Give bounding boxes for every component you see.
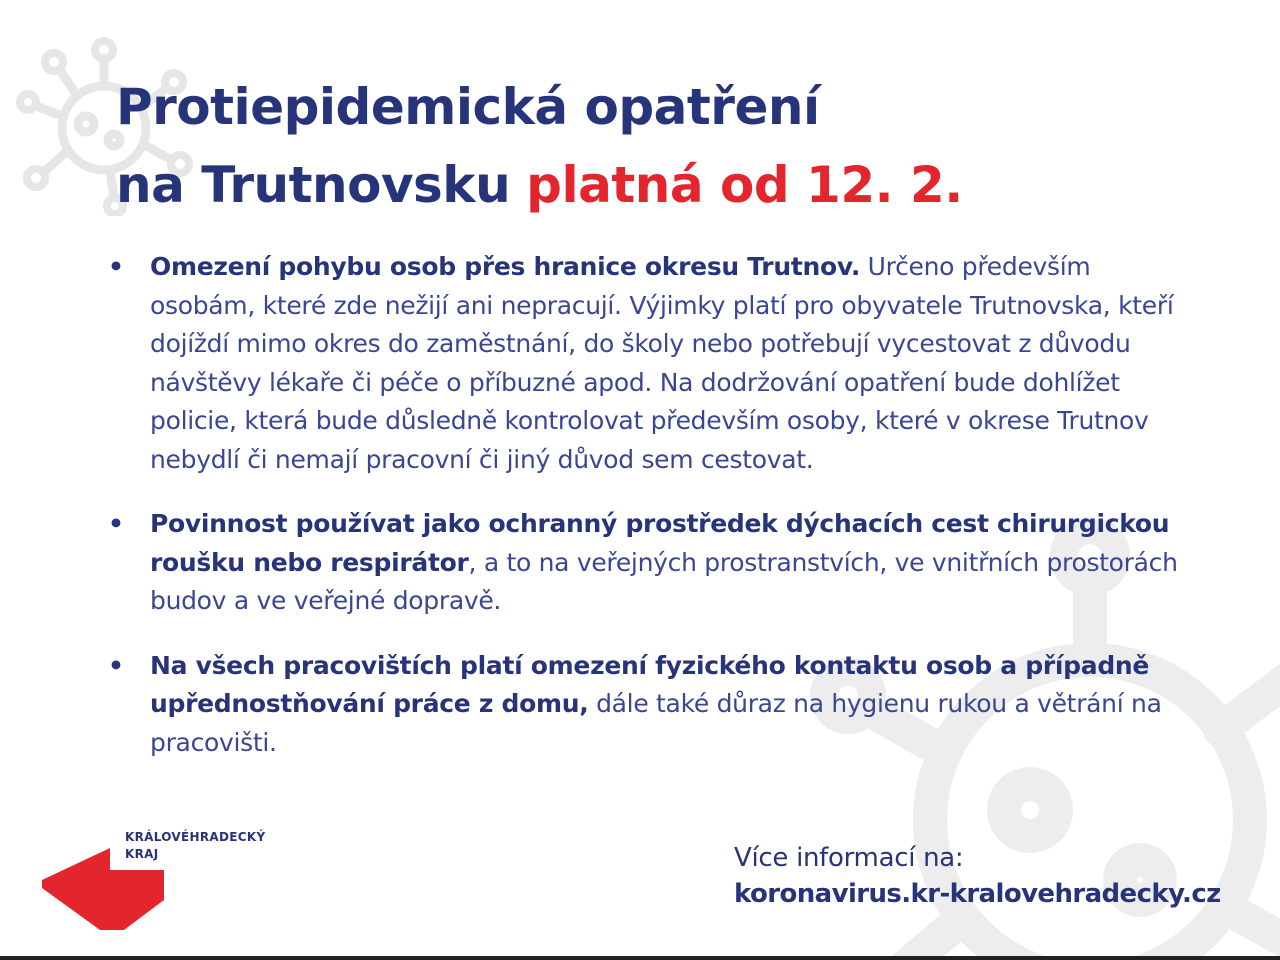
list-item-text: dále také důraz na hygienu rukou a větrání na pracovišti. [150,689,1162,757]
title-line-1: Protiepidemická opatření [116,78,820,136]
measures-list [108,248,1188,788]
title-line-2 [116,146,963,224]
region-logo-text [125,829,265,863]
bullet-marker: • [108,252,124,281]
list-item [108,647,1188,763]
page-title [116,68,963,224]
bullet-marker: • [108,509,124,538]
more-info-label: Více informací na: [734,843,964,873]
bottom-border [0,956,1280,960]
title-validity: platná od 12. 2. [526,156,963,214]
more-info [734,840,1221,912]
list-item-text: Určeno především osobám, které zde nežijí ani nepracují. Výjimky platí pro obyvatele Trutnovska, kteří dojíždí mimo okres do zaměstnání, do školy nebo potřebují vycestovat z důvodu návštěvy lékaře či péče o příbuzné apod. Na dodržování opatření bude dohlížet policie, která bude důsledně kontrolovat především osoby, které v okrese Trutnov nebydlí či nemají pracovní či jiný důvod sem cestovat. [150,252,1174,474]
list-item-text: , a to na veřejných prostranstvích, ve vnitřních prostorách budov a ve veřejné dopravě. [150,547,1178,615]
list-item-heading: Na všech pracovištích platí omezení fyzického kontaktu osob a případně upřednostňování práce z domu, [150,650,1150,718]
logo-text-line-2: KRAJ [125,847,159,861]
list-item-heading: Omezení pohybu osob přes hranice okresu Trutnov. [150,252,861,281]
more-info-link[interactable]: koronavirus.kr-kralovehradecky.cz [734,879,1221,909]
title-region: na Trutnovsku [116,156,511,214]
logo-text-line-1: KRÁLOVÉHRADECKÝ [125,830,266,844]
bullet-marker: • [108,650,124,680]
list-item-heading: Povinnost používat jako ochranný prostředek dýchacích cest chirurgickou roušku nebo respirátor [150,509,1170,577]
list-item [108,248,1188,479]
list-item [108,505,1188,621]
